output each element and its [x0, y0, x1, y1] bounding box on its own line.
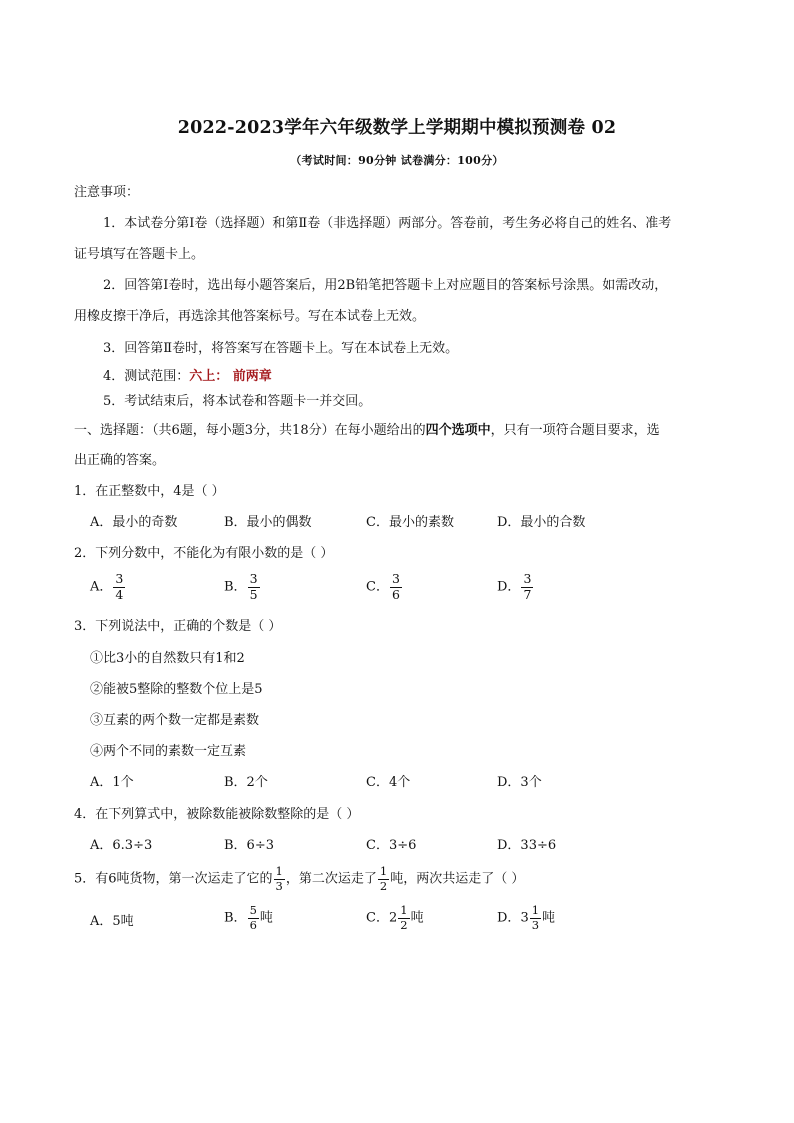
numerator: 3	[391, 571, 400, 586]
question-1-stem: 1．在正整数中，4是（ ）	[74, 484, 225, 499]
denominator: 2	[400, 917, 408, 932]
q2-c-fraction	[390, 573, 402, 601]
q1-option-a: A．最小的奇数	[90, 515, 178, 530]
numerator: 1	[400, 903, 408, 917]
denominator: 6	[249, 917, 257, 932]
numerator: 3	[115, 571, 124, 586]
q5-option-c	[366, 905, 424, 931]
q5-d-label: D．	[497, 910, 521, 926]
denominator: 5	[249, 586, 258, 602]
q4-option-d: D．33÷6	[497, 838, 557, 853]
note-4	[103, 368, 272, 386]
q4-option-c: C．3÷6	[366, 838, 417, 853]
note-1-line-1: 1．本试卷分第Ⅰ卷（选择题）和第Ⅱ卷（非选择题）两部分。答卷前，考生务必将自己的姓名、准考	[103, 216, 672, 231]
q2-d-fraction	[521, 573, 533, 601]
q3-statement-2: ②能被5整除的整数个位上是5	[90, 682, 263, 697]
q5-option-a: A．5吨	[90, 914, 134, 929]
q2-option-b	[224, 573, 261, 601]
note-3: 3．回答第Ⅱ卷时，将答案写在答题卡上。写在本试卷上无效。	[103, 341, 459, 356]
question-3-stem: 3．下列说法中，正确的个数是（ ）	[74, 619, 282, 634]
section-1-instructions-line-2: 出正确的答案。	[74, 453, 166, 468]
note-5: 5．考试结束后，将本试卷和答题卡一并交回。	[103, 394, 372, 409]
numerator: 5	[249, 903, 257, 917]
q5-c-label: C．	[366, 910, 389, 926]
q5-c-unit: 吨	[410, 910, 424, 926]
q3-statement-1: ①比3小的自然数只有1和2	[90, 651, 245, 666]
section-1-text: 一、选择题：（共6题，每小题3分，共18分）在每小题给出的	[74, 423, 426, 438]
note-1-line-2: 证号填写在答题卡上。	[74, 247, 205, 262]
q4-option-b: B．6÷3	[224, 838, 274, 853]
section-1-text-end: ，只有一项符合题目要求，选	[490, 423, 660, 438]
section-1-emphasis: 四个选项中	[425, 423, 491, 438]
q2-b-fraction	[248, 573, 260, 601]
question-5-stem	[74, 866, 524, 892]
denominator: 7	[523, 586, 532, 602]
q5-option-d	[497, 905, 555, 931]
q5-b-unit: 吨	[259, 910, 273, 926]
denominator: 3	[531, 917, 540, 932]
exam-info: （考试时间：90分钟 试卷满分：100分）	[290, 154, 504, 167]
q2-option-a	[90, 573, 126, 601]
note-2-line-1: 2．回答第Ⅰ卷时，选出每小题答案后，用2B铅笔把答题卡上对应题目的答案标号涂黑。如需改动，	[103, 278, 668, 293]
denominator: 3	[275, 878, 283, 893]
numerator: 1	[379, 864, 388, 878]
numerator: 1	[531, 903, 540, 917]
numerator: 3	[523, 571, 532, 586]
q2-option-c	[366, 573, 403, 601]
q3-option-a: A．1个	[90, 775, 134, 790]
q2-a-fraction	[113, 573, 125, 601]
numerator: 1	[275, 864, 283, 878]
q1-option-c: C．最小的素数	[366, 515, 454, 530]
page-title: 2022-2023学年六年级数学上学期期中模拟预测卷 02	[177, 118, 617, 138]
q5-b-label: B．	[224, 910, 247, 926]
denominator: 2	[379, 878, 388, 893]
q3-option-c: C．4个	[366, 775, 411, 790]
q5-fraction-2	[378, 866, 389, 892]
question-4-stem: 4．在下列算式中，被除数能被除数整除的是（ ）	[74, 807, 360, 822]
q2-c-label: C．	[366, 579, 389, 595]
q5-fraction-1	[274, 866, 285, 892]
q2-d-label: D．	[497, 579, 521, 595]
q5-c-whole: 2	[388, 910, 398, 926]
note-4-prefix: 4．测试范围：	[103, 369, 190, 384]
q5-b-fraction	[248, 905, 259, 931]
q2-a-label: A．	[90, 579, 113, 595]
q1-option-d: D．最小的合数	[497, 515, 586, 530]
q3-statement-4: ④两个不同的素数一定互素	[90, 744, 247, 759]
denominator: 4	[115, 586, 124, 602]
q1-option-b: B．最小的偶数	[224, 515, 312, 530]
q5-c-fraction	[398, 905, 409, 931]
q3-statement-3: ③互素的两个数一定都是素数	[90, 713, 260, 728]
denominator: 6	[391, 586, 400, 602]
q5-stem-part-3: 吨，两次共运走了（ ）	[390, 871, 525, 887]
notes-heading: 注意事项：	[74, 185, 140, 200]
q2-b-label: B．	[224, 579, 247, 595]
q3-option-b: B．2个	[224, 775, 268, 790]
note-2-line-2: 用橡皮擦干净后，再选涂其他答案标号。写在本试卷上无效。	[74, 309, 426, 324]
q4-option-a: A．6.3÷3	[90, 838, 153, 853]
q5-option-b	[224, 905, 273, 931]
q5-d-unit: 吨	[542, 910, 556, 926]
test-range: 六上： 前两章	[189, 369, 272, 384]
q5-stem-part-1: 5．有6吨货物，第一次运走了它的	[74, 871, 273, 887]
numerator: 3	[249, 571, 258, 586]
question-2-stem: 2．下列分数中，不能化为有限小数的是（ ）	[74, 546, 334, 561]
q5-d-whole: 3	[520, 910, 529, 926]
q5-stem-part-2: ，第二次运走了	[285, 871, 377, 887]
q3-option-d: D．3个	[497, 775, 542, 790]
q2-option-d	[497, 573, 534, 601]
q5-d-fraction	[530, 905, 541, 931]
section-1-instructions	[74, 422, 660, 440]
